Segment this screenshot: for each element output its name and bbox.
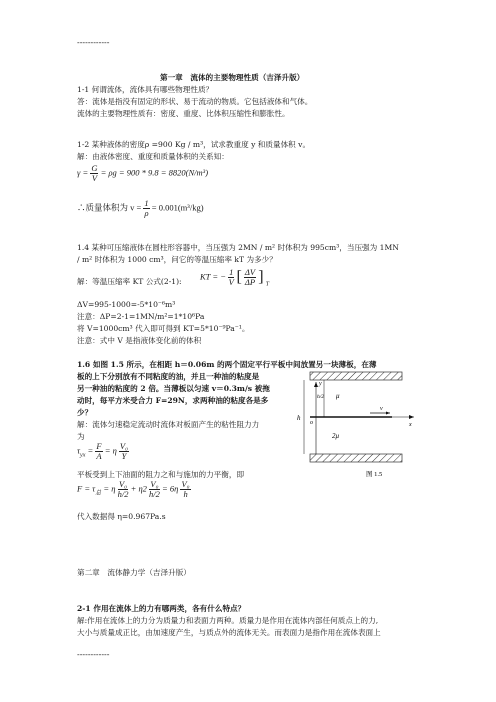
question-1-6-line4: 动时，每平方米受合力 F=29N，求两种油的粘度各是多 xyxy=(77,396,269,405)
answer-1-4-line3: 将 V=1000cm³ 代入即可得到 KT=5*10⁻⁹Pa⁻¹。 xyxy=(77,324,250,333)
fig-label-2mu: 2μ xyxy=(332,432,340,440)
equation-kt-den2: ΔP xyxy=(244,277,256,287)
question-1-6-line5: 少？ xyxy=(77,408,93,417)
fig-label-mu: μ xyxy=(336,392,340,400)
velocity-arrow-icon xyxy=(386,412,390,415)
equation-f-subscript: 总 xyxy=(95,490,102,497)
equation-kt-den1: V xyxy=(228,277,234,287)
equation-vy-fraction xyxy=(119,442,129,461)
question-1-2: 1-2 某种液体的密度ρ =900 Kg / m³，试求教重度 y 和质量体积 v。 xyxy=(77,140,311,149)
equation-f-num3: V₀ xyxy=(181,479,190,489)
equation-f-b: + η2 xyxy=(130,483,147,494)
equation-f-c: = 6η xyxy=(162,483,179,494)
question-1-6-line3: 另一种油的粘度的 2 倍。当薄板以匀速 v＝0.3m/s 被拖 xyxy=(77,384,270,393)
equation-gamma-lhs: γ = xyxy=(77,167,89,178)
equation-f-frac1 xyxy=(118,480,129,499)
answer-1-6-line1: 解：流体匀速稳定流动时流体对板面产生的粘性阻力力 xyxy=(77,420,260,429)
equation-kt-num2: ΔV xyxy=(244,267,256,277)
chapter1-title: 第一章 流体的主要物理性质（吉泽升版） xyxy=(160,73,305,82)
question-1-1: 1-1 何谓流体，流体具有哪些物理性质？ xyxy=(77,85,214,94)
equation-compressibility xyxy=(200,268,269,287)
equation-f-frac3 xyxy=(180,480,190,499)
question-1-6-line2: 板的上下分别放有不同粘度的油，并且一种油的粘度是 xyxy=(77,372,260,381)
answer-1-4-line2: 注意：ΔP=2-1=1MN/m²=1*10⁶Pa xyxy=(77,312,205,321)
fig-label-x: x xyxy=(409,422,412,428)
question-1-6-line1: 1.6 如图 1.5 所示，在相距 h＝0.06m 的两个固定平行平板中间放置另一块薄板，在薄 xyxy=(77,360,377,369)
fig-label-h: h xyxy=(297,414,301,422)
answer-1-6-line3: 平板受到上下油面的阻力之和与施加的力平衡，即 xyxy=(77,470,245,479)
equation-eta-mid: = η xyxy=(104,445,117,456)
equation-gamma-denominator: V xyxy=(91,173,98,183)
equation-f-den2: h/2 xyxy=(149,489,160,499)
equation-v-denominator: ρ xyxy=(144,208,149,218)
equation-force-balance xyxy=(77,480,191,499)
chapter2-title: 第二章 流体静力学（吉泽升版） xyxy=(77,568,191,577)
fig-label-o: o xyxy=(310,420,313,426)
equation-kt-num1: 1 xyxy=(229,267,234,277)
answer-2-1-line2: 大小与质量成正比，由加速度产生，与质点外的流体无关。而表面力是指作用在流体表面上 xyxy=(77,628,381,637)
equation-gamma-rhs: = ρg = 900 * 9.8 = 8820(N/m³) xyxy=(100,167,209,178)
equation-v-lhs: ∴质量体积为 v = xyxy=(77,202,142,213)
equation-kt-lhs: KT = − xyxy=(200,271,226,282)
x-axis-arrow-icon xyxy=(409,415,414,419)
answer-1-4-line4: 注意：式中 V 是指液体变化前的体积 xyxy=(77,336,202,345)
answer-1-4-intro: 解：等温压缩率 KT 公式(2-1): xyxy=(77,277,182,286)
equation-vy-num: V₀ xyxy=(119,441,129,451)
equation-kt-fraction2 xyxy=(244,268,256,287)
equation-f-den1: h/2 xyxy=(117,489,129,499)
answer-1-6-line4: 代入数据得 η=0.967Pa.s xyxy=(77,512,166,521)
equation-vy-den: Y xyxy=(121,451,127,461)
equation-gamma-numerator: G xyxy=(91,163,98,173)
answer-1-1-line1: 答：流体是指没有固定的形状、易于流动的物质。它包括液体和气体。 xyxy=(77,97,313,106)
equation-tau: τ xyxy=(77,445,81,456)
equation-gamma-fraction xyxy=(90,164,98,183)
bottom-plate xyxy=(310,454,402,462)
equation-f-a: = η xyxy=(103,483,116,494)
left-bracket-icon: [ xyxy=(236,268,242,286)
equation-v-fraction xyxy=(143,199,149,218)
equation-gamma xyxy=(77,164,208,183)
answer-2-1-line1: 解:作用在流体上的力分为质量力和表面力两种。质量力是作用在流体内部任何质点上的力, xyxy=(77,616,379,625)
equation-v-rhs: = 0.001(m³/kg) xyxy=(151,202,204,213)
equation-specific-volume xyxy=(77,199,204,218)
fig-label-v: v xyxy=(380,406,383,412)
header-separator: ------------ xyxy=(77,38,110,47)
answer-1-2-intro: 解：由液体密度、重度和质量体积的关系知： xyxy=(77,152,229,161)
figure-caption: 图 1.5 xyxy=(366,471,383,478)
question-1-4-line2: / m² 时体积为 1000 cm³，问它的等温压缩率 kT 为多少？ xyxy=(77,255,277,264)
equation-fa-num: F xyxy=(96,441,102,451)
equation-fa-fraction xyxy=(95,442,102,461)
question-1-4-line1: 1.4 某种可压缩液体在圆柱形容器中，当压强为 2MN / m² 时体积为 995cm³，当压强为 1MN xyxy=(77,243,399,252)
equation-kt-subscript: T xyxy=(265,281,270,288)
equation-tau-subscript: yx xyxy=(80,452,86,459)
answer-1-4-line1: ΔV=995-1000=-5*10⁻⁶m³ xyxy=(77,300,176,309)
question-2-1: 2-1 作用在流体上的力有哪两类，各有什么特点？ xyxy=(77,604,246,613)
equation-kt-fraction1 xyxy=(228,268,234,287)
answer-1-1-line2: 流体的主要物理性质有：密度、重度、比体积压缩性和膨胀性。 xyxy=(77,109,290,118)
right-bracket-icon: ] xyxy=(258,268,264,286)
answer-1-6-line2: 为 xyxy=(77,432,85,441)
equation-v-numerator: 1 xyxy=(144,198,149,208)
equation-shear-stress: $\tau_{yx}$ = $\frac{F}{A}$ = η $\frac{\text{V₀}}{Y}$ xyxy=(77,441,129,461)
equation-f-den3: h xyxy=(183,489,188,499)
top-plate xyxy=(310,372,402,380)
fig-label-h2: h/2 xyxy=(317,394,325,400)
equation-f-frac2 xyxy=(149,480,160,499)
equation-f-lhs: F = τ xyxy=(77,483,96,494)
equation-fa-den: A xyxy=(96,451,102,461)
y-axis-arrow-icon xyxy=(314,382,318,387)
footer-separator: ------------ xyxy=(77,650,110,659)
equation-f-num2: V₀ xyxy=(150,479,159,489)
figure-1-5 xyxy=(296,368,418,480)
equation-f-num1: V₀ xyxy=(118,479,128,489)
fig-label-y: y xyxy=(319,381,322,387)
